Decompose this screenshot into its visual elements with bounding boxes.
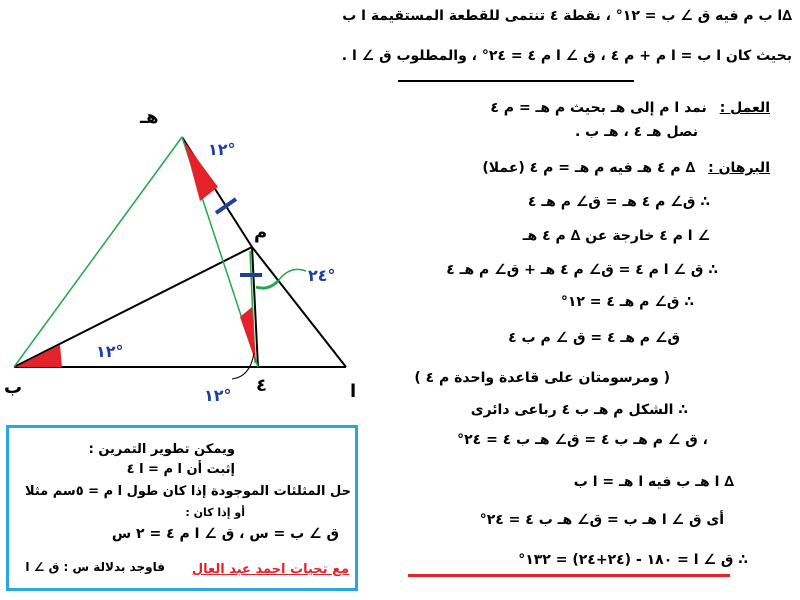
problem-line-1: ∆ا ب م فيه ق ∠ ب = ١٢° ، نقطة ٤ تنتمى للقطعة المستقيمة ا ب [342,8,792,24]
proof-step-12: ∴ ق ∠ ا = ١٨٠ - (٢٤+٢٤) = ١٣٢° [518,552,748,568]
proof-step-7: ( ومرسومتان على قاعدة واحدة م ٤ ) [414,370,670,386]
angle-m-arc [256,281,278,288]
work-label: العمل : [719,100,770,116]
extension-line-1: إثبت أن ا م = ا ٤ [126,462,235,477]
extension-line-3: أو إذا كان : [185,506,245,519]
angle-label-b: ١٢° [96,342,124,361]
credit-text: مع تحيات احمد عبد العال [191,562,349,577]
problem-line-2: بحيث كان ا ب = ا م + م ٤ ، ق ∠ ا م ٤ = ٢٤° ، والمطلوب ق ∠ ا . [341,48,792,64]
proof-step-3: ∠ ا م ٤ خارجة عن ∆ م ٤ هـ [522,228,710,244]
proof-step-11: أى ق ∠ ا هـ ب = ق∠ هـ ب ٤ = ٢٤° [479,512,724,528]
proof-step-9: ، ق ∠ م هـ ب ٤ = ق∠ هـ ب ٤ = ٢٤° [457,432,708,448]
angle-m-pointer [278,269,306,281]
label-point-m: م [254,222,268,243]
label-point-d: ٤ [256,375,267,396]
tick-h-m [216,199,236,213]
proof-step-2: ∴ ق∠ م ٤ هـ = ق∠ م هـ ٤ [527,194,710,210]
extension-line-5: فاوجد بدلالة س : ق ∠ ا [25,560,165,574]
extension-line-2: حل المثلثات الموجودة إذا كان طول ا م = ٥سم مثلا [24,484,351,499]
answer-underline [408,574,730,577]
geometry-diagram [0,95,380,425]
proof-step-8: ∴ الشكل م هـ ب ٤ رباعى دائرى [470,402,688,418]
proof-column [370,98,770,588]
label-point-b: ب [4,377,23,398]
proof-step-6: ق∠ م هـ ٤ = ق ∠ م ب ٤ [508,330,680,346]
proof-step-4: ∴ ق ∠ ا م ٤ = ق∠ م ٤ هـ + ق∠ م هـ ٤ [446,262,718,278]
proof-row-1 [482,160,770,176]
angle-label-m: ٢٤° [308,266,336,285]
label-point-a: ا [350,381,357,402]
proof-step-10: ∆ ا هـ ب فيه ا هـ = ا ب [573,474,734,490]
proof-step-1: ∆ م ٤ هـ فيه م هـ = م ٤ (عملا) [482,160,696,176]
extension-box [6,425,358,591]
extension-line-4: ق ∠ ب = س ، ق ∠ ا م ٤ = ٢ س [111,526,339,542]
work-text-1: نمد ا م إلى هـ بحيث م هـ = م ٤ [490,100,707,116]
segment-h-b [14,137,182,367]
header-underline [398,80,634,82]
proof-step-5: ∴ ق∠ م هـ ٤ = ١٢° [560,294,694,310]
extension-title: ويمكن تطوير التمرين : [88,442,235,457]
angle-label-d: ١٢° [204,386,232,405]
segment-m-a [252,247,346,367]
work-text-2: نصل هـ ٤ ، هـ ب . [574,124,698,140]
label-point-h: هـ [140,107,159,128]
angle-label-h: ١٢° [208,140,236,159]
segment-b-m [14,247,252,367]
work-row-1 [490,100,770,116]
proof-label: البرهان : [708,160,770,176]
